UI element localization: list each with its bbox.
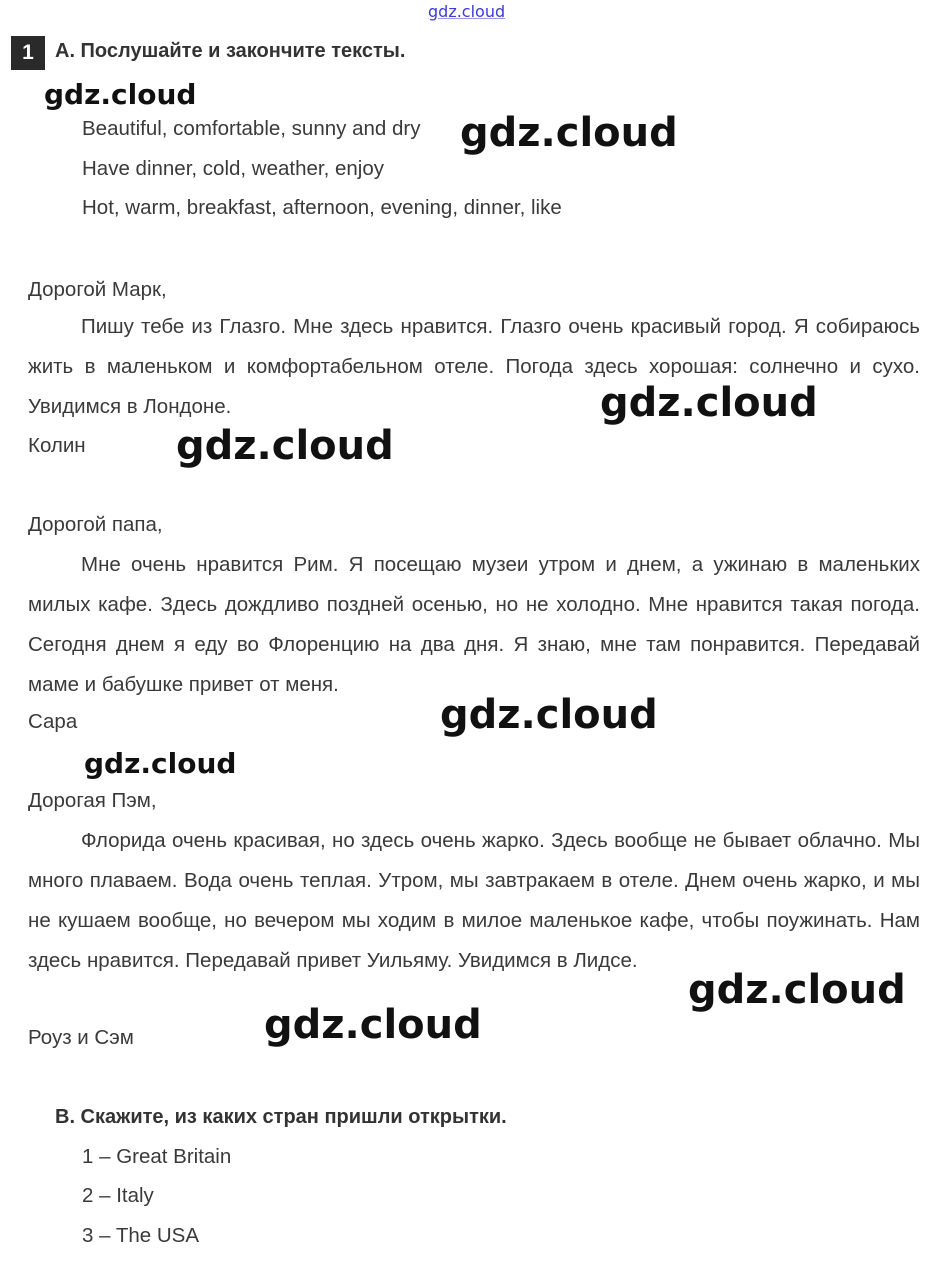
word-line-1: Beautiful, comfortable, sunny and dry [82, 117, 421, 140]
letter-3-body: Флорида очень красивая, но здесь очень жарко. Здесь вообще не бывает облачно. Мы много плаваем. Вода очень теплая. Утром, мы завтракаем в отеле. Днем очень жарко, и мы не кушаем вообще, но вечером мы ходим в милое маленькое кафе, чтобы поужинать. Нам здесь нравится. Передавай привет Уильяму. Увидимся в Лидсе. [28, 829, 920, 972]
answer-2: 2 – Italy [82, 1184, 154, 1207]
watermark: gdz.cloud [176, 423, 394, 469]
letter-1-body: Пишу тебе из Глазго. Мне здесь нравится. Глазго очень красивый город. Я собираюсь жить в маленьком и комфортабельном отеле. Погода здесь хорошая: солнечно и сухо. Увидимся в Лондоне. [28, 315, 920, 418]
letter-2-signature: Сара [28, 710, 78, 733]
watermark: gdz.cloud [460, 110, 678, 156]
watermark: gdz.cloud [44, 78, 197, 111]
letter-3-greeting: Дорогая Пэм, [28, 789, 157, 812]
answer-1: 1 – Great Britain [82, 1145, 232, 1168]
exercise-number-badge: 1 [11, 36, 45, 70]
top-watermark: gdz.cloud [428, 2, 506, 21]
letter-3-signature: Роуз и Сэм [28, 1026, 134, 1049]
watermark: gdz.cloud [84, 747, 237, 780]
letter-2-greeting: Дорогой папа, [28, 513, 163, 536]
watermark: gdz.cloud [688, 967, 906, 1013]
letter-1-signature: Колин [28, 434, 86, 457]
word-line-3: Hot, warm, breakfast, afternoon, evening, dinner, like [82, 196, 562, 219]
letter-2-body: Мне очень нравится Рим. Я посещаю музеи утром и днем, а ужинаю в маленьких милых кафе. Здесь дождливо поздней осенью, но не холодно. Мне нравится такая погода. Сегодня днем я еду во Флоренцию на два дня. Я знаю, мне там понравится. Передавай маме и бабушке привет от меня. [28, 553, 920, 696]
word-line-2: Have dinner, cold, weather, enjoy [82, 157, 384, 180]
watermark: gdz.cloud [440, 692, 658, 738]
watermark: gdz.cloud [264, 1002, 482, 1048]
answer-3: 3 – The USA [82, 1224, 199, 1247]
watermark: gdz.cloud [600, 380, 818, 426]
part-a-heading: A. Послушайте и закончите тексты. [55, 40, 406, 62]
part-b-heading: B. Скажите, из каких стран пришли открытки. [55, 1106, 507, 1128]
letter-1-greeting: Дорогой Марк, [28, 278, 167, 301]
